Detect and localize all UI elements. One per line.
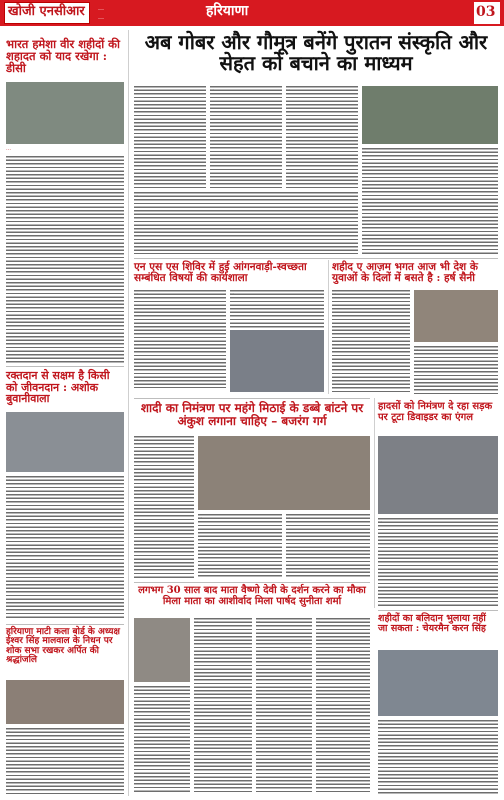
body-pilgrim-col4: … <box>316 618 370 794</box>
body-accident: … <box>378 518 498 606</box>
headline-s1: भारत हमेशा वीर शहीदों की शहादत को याद रखेगा : डीसी <box>6 37 120 76</box>
body-s1: … <box>6 156 124 364</box>
body-lead-col2: … <box>210 86 282 190</box>
headline-camp: एन एस एस शिविर में हुई आंगनवाड़ी-स्वच्छता सम्बंधित विषयों की कार्यशाला <box>134 261 307 285</box>
body-invite-col3: … <box>286 514 370 578</box>
photo-s1 <box>6 82 124 144</box>
photo-pilgrim <box>134 618 190 682</box>
divider <box>134 582 370 583</box>
column-rule <box>374 398 375 608</box>
headline-chairman: शहीदों का बलिदान भुलाया नहीं जा सकता : चेयरमैन करन सिंह <box>378 613 486 634</box>
masthead-dateline-1: … <box>98 5 104 12</box>
section-title: हरियाणा <box>206 3 249 19</box>
photo-camp <box>230 330 324 392</box>
photo-lead <box>362 86 498 144</box>
body-chairman: … <box>378 720 498 794</box>
headline-lead: अब गोबर और गौमूत्र बनेंगे पुरातन संस्कृति और सेहत को बचाने का माध्यम <box>144 30 488 75</box>
body-martyr-col2: … <box>414 346 498 394</box>
body-donation: … <box>6 476 124 620</box>
body-invite-col2: … <box>198 514 282 578</box>
body-invite-col1: … <box>134 436 194 578</box>
divider <box>134 258 498 259</box>
caption-s1: … <box>6 146 11 152</box>
headline-invite: शादी का निमंत्रण पर महंगे मिठाई के डब्बे बांटने पर अंकुश लगाना चाहिए – बजरंग गर्ग <box>140 401 364 428</box>
column-rule <box>128 30 129 796</box>
photo-tribute <box>6 680 124 724</box>
body-pilgrim-col1: … <box>134 686 190 794</box>
photo-chairman <box>378 650 498 716</box>
page-number: 03 <box>476 4 496 20</box>
body-lead-col1: … <box>134 86 206 190</box>
body-martyr-col1: … <box>332 290 410 394</box>
headline-accident: हादसों को निमंत्रण दे रहा सड़क पर टूटा डिवाइडर का एंगल <box>378 401 493 423</box>
divider <box>6 624 124 625</box>
masthead-name: खोजी एनसीआर <box>8 4 85 19</box>
divider <box>134 398 370 399</box>
body-lead-col3: … <box>286 86 358 190</box>
masthead-dateline-2: … <box>98 14 104 21</box>
body-tribute: … <box>6 728 124 794</box>
body-lead-col4: … <box>362 148 498 254</box>
body-camp-col2: … <box>230 290 324 328</box>
photo-invite <box>198 436 370 510</box>
photo-accident <box>378 436 498 514</box>
headline-tribute: हरियाणा माटी कला बोर्ड के अध्यक्ष ईश्वर सिंह मालवाल के निधन पर शोक सभा रखकर अर्पित की श्रद्धांजलि <box>6 627 120 666</box>
headline-martyr: शहीद ए आज़म भगत आज भी देश के युवाओं के दिलों में बसते है : हर्ष सैनी <box>332 261 478 285</box>
body-camp-col1: … <box>134 290 226 388</box>
divider <box>6 366 124 367</box>
column-rule <box>328 260 329 394</box>
photo-martyr <box>414 290 498 342</box>
photo-donation <box>6 412 124 472</box>
body-lead-bottom: … <box>134 192 358 254</box>
headline-donation: रक्तदान से सक्षम है किसी को जीवनदान : अशोक बुवानीवाला <box>6 369 110 406</box>
headline-pilgrim: लगभग 30 साल बाद माता वैष्णो देवी के दर्शन करने का मौका मिला माता का आशीर्वाद मिला पार्षद सुनीता शर्मा <box>138 585 366 607</box>
body-pilgrim-col3: … <box>256 618 312 794</box>
divider <box>378 610 498 611</box>
body-pilgrim-col2: … <box>194 618 252 794</box>
